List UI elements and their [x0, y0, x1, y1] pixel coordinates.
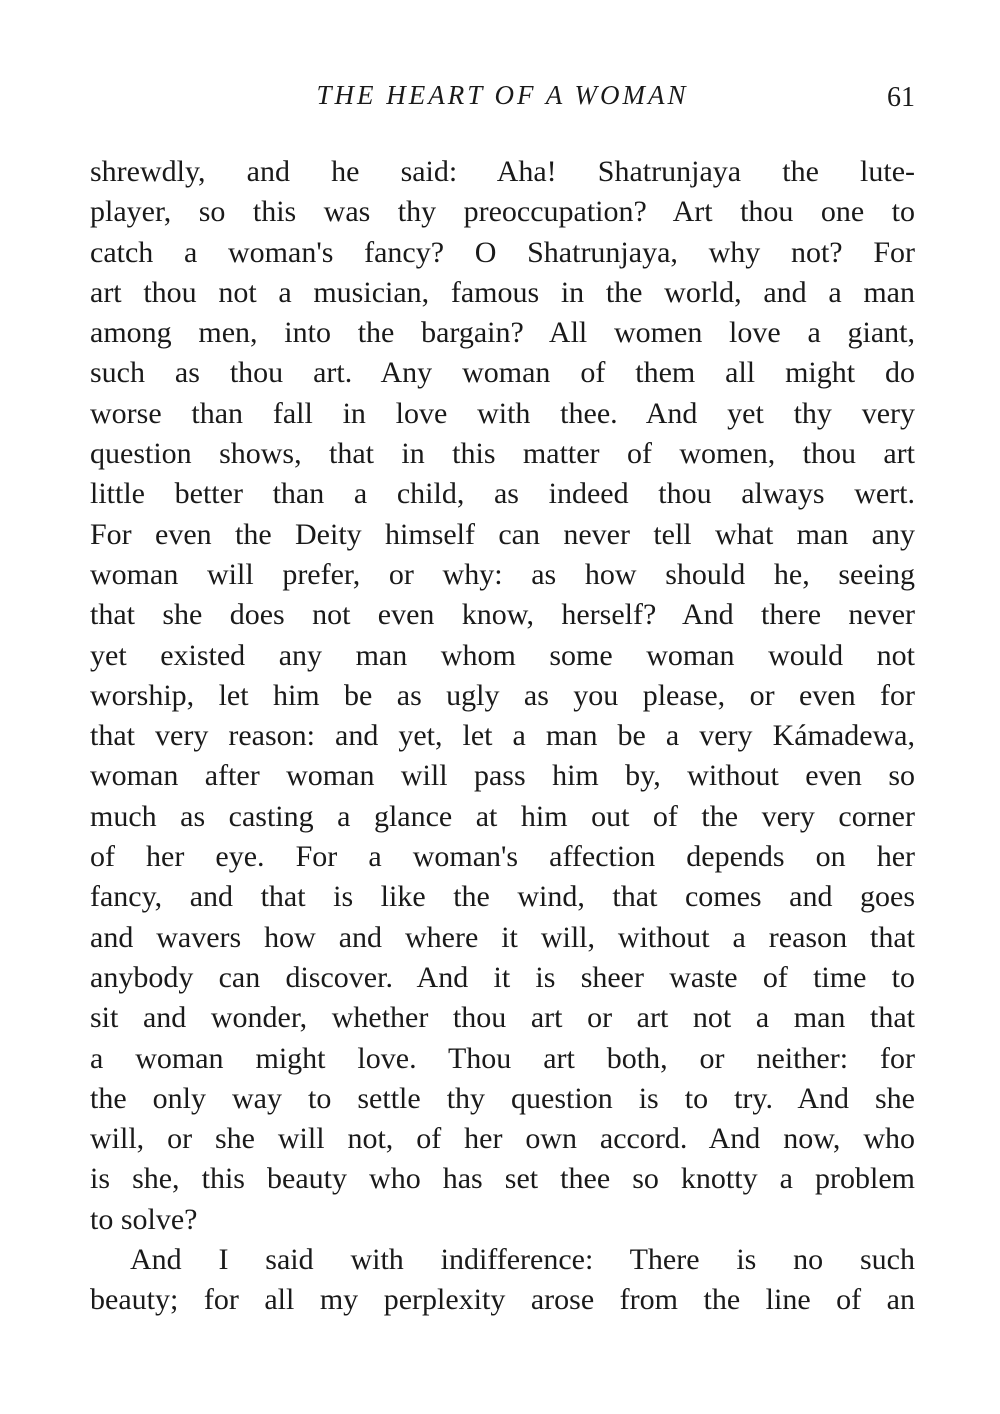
text-line: And I said with indifference: There is no such — [130, 1243, 915, 1277]
text-line: shrewdly, and he said: Aha! Shatrunjaya the lute- — [90, 155, 915, 188]
text-line: to solve? — [90, 1202, 198, 1236]
text-line: is she, this beauty who has set thee so knotty a problem — [90, 1162, 915, 1196]
text-line: woman after woman will pass him by, without even so — [90, 759, 915, 793]
running-head — [90, 80, 915, 116]
text-line: worship, let him be as ugly as you please, or even for — [90, 678, 915, 712]
text-line: art thou not a musician, famous in the world, and a man — [90, 275, 915, 309]
text-line: fancy, and that is like the wind, that comes and goes — [90, 880, 915, 914]
text-line: a woman might love. Thou art both, or neither: for — [90, 1041, 915, 1075]
text-line: sit and wonder, whether thou art or art not a man that — [90, 1001, 915, 1035]
page-number: 61 — [887, 82, 915, 113]
text-line: that she does not even know, herself? And there never — [90, 598, 915, 632]
body-text — [90, 152, 915, 1321]
text-line: among men, into the bargain? All women love a giant, — [90, 316, 915, 350]
text-line: much as casting a glance at him out of the very corner — [90, 799, 915, 833]
text-line: little better than a child, as indeed thou always wert. — [90, 477, 915, 511]
text-line: For even the Deity himself can never tell what man any — [90, 517, 915, 551]
text-line: such as thou art. Any woman of them all might do — [90, 356, 915, 390]
paragraph-1 — [90, 152, 915, 1240]
text-line: that very reason: and yet, let a man be a very Kámadewa, — [90, 719, 915, 753]
text-line: and wavers how and where it will, without a reason that — [90, 920, 915, 954]
text-line: catch a woman's fancy? O Shatrunjaya, why not? For — [90, 235, 915, 269]
text-line: of her eye. For a woman's affection depends on her — [90, 840, 915, 874]
text-line: anybody can discover. And it is sheer waste of time to — [90, 960, 915, 994]
text-line: the only way to settle thy question is to try. And she — [90, 1081, 915, 1115]
running-title: THE HEART OF A WOMAN — [316, 80, 689, 110]
text-line: yet existed any man whom some woman would not — [90, 638, 915, 672]
text-line: woman will prefer, or why: as how should he, seeing — [90, 557, 915, 591]
text-line: question shows, that in this matter of women, thou art — [90, 437, 915, 471]
paragraph-2 — [90, 1240, 915, 1321]
text-line: player, so this was thy preoccupation? Art thou one to — [90, 195, 915, 229]
text-line: beauty; for all my perplexity arose from the line of an — [90, 1283, 915, 1317]
text-line: will, or she will not, of her own accord. And now, who — [90, 1122, 915, 1156]
text-line: worse than fall in love with thee. And yet thy very — [90, 396, 915, 430]
